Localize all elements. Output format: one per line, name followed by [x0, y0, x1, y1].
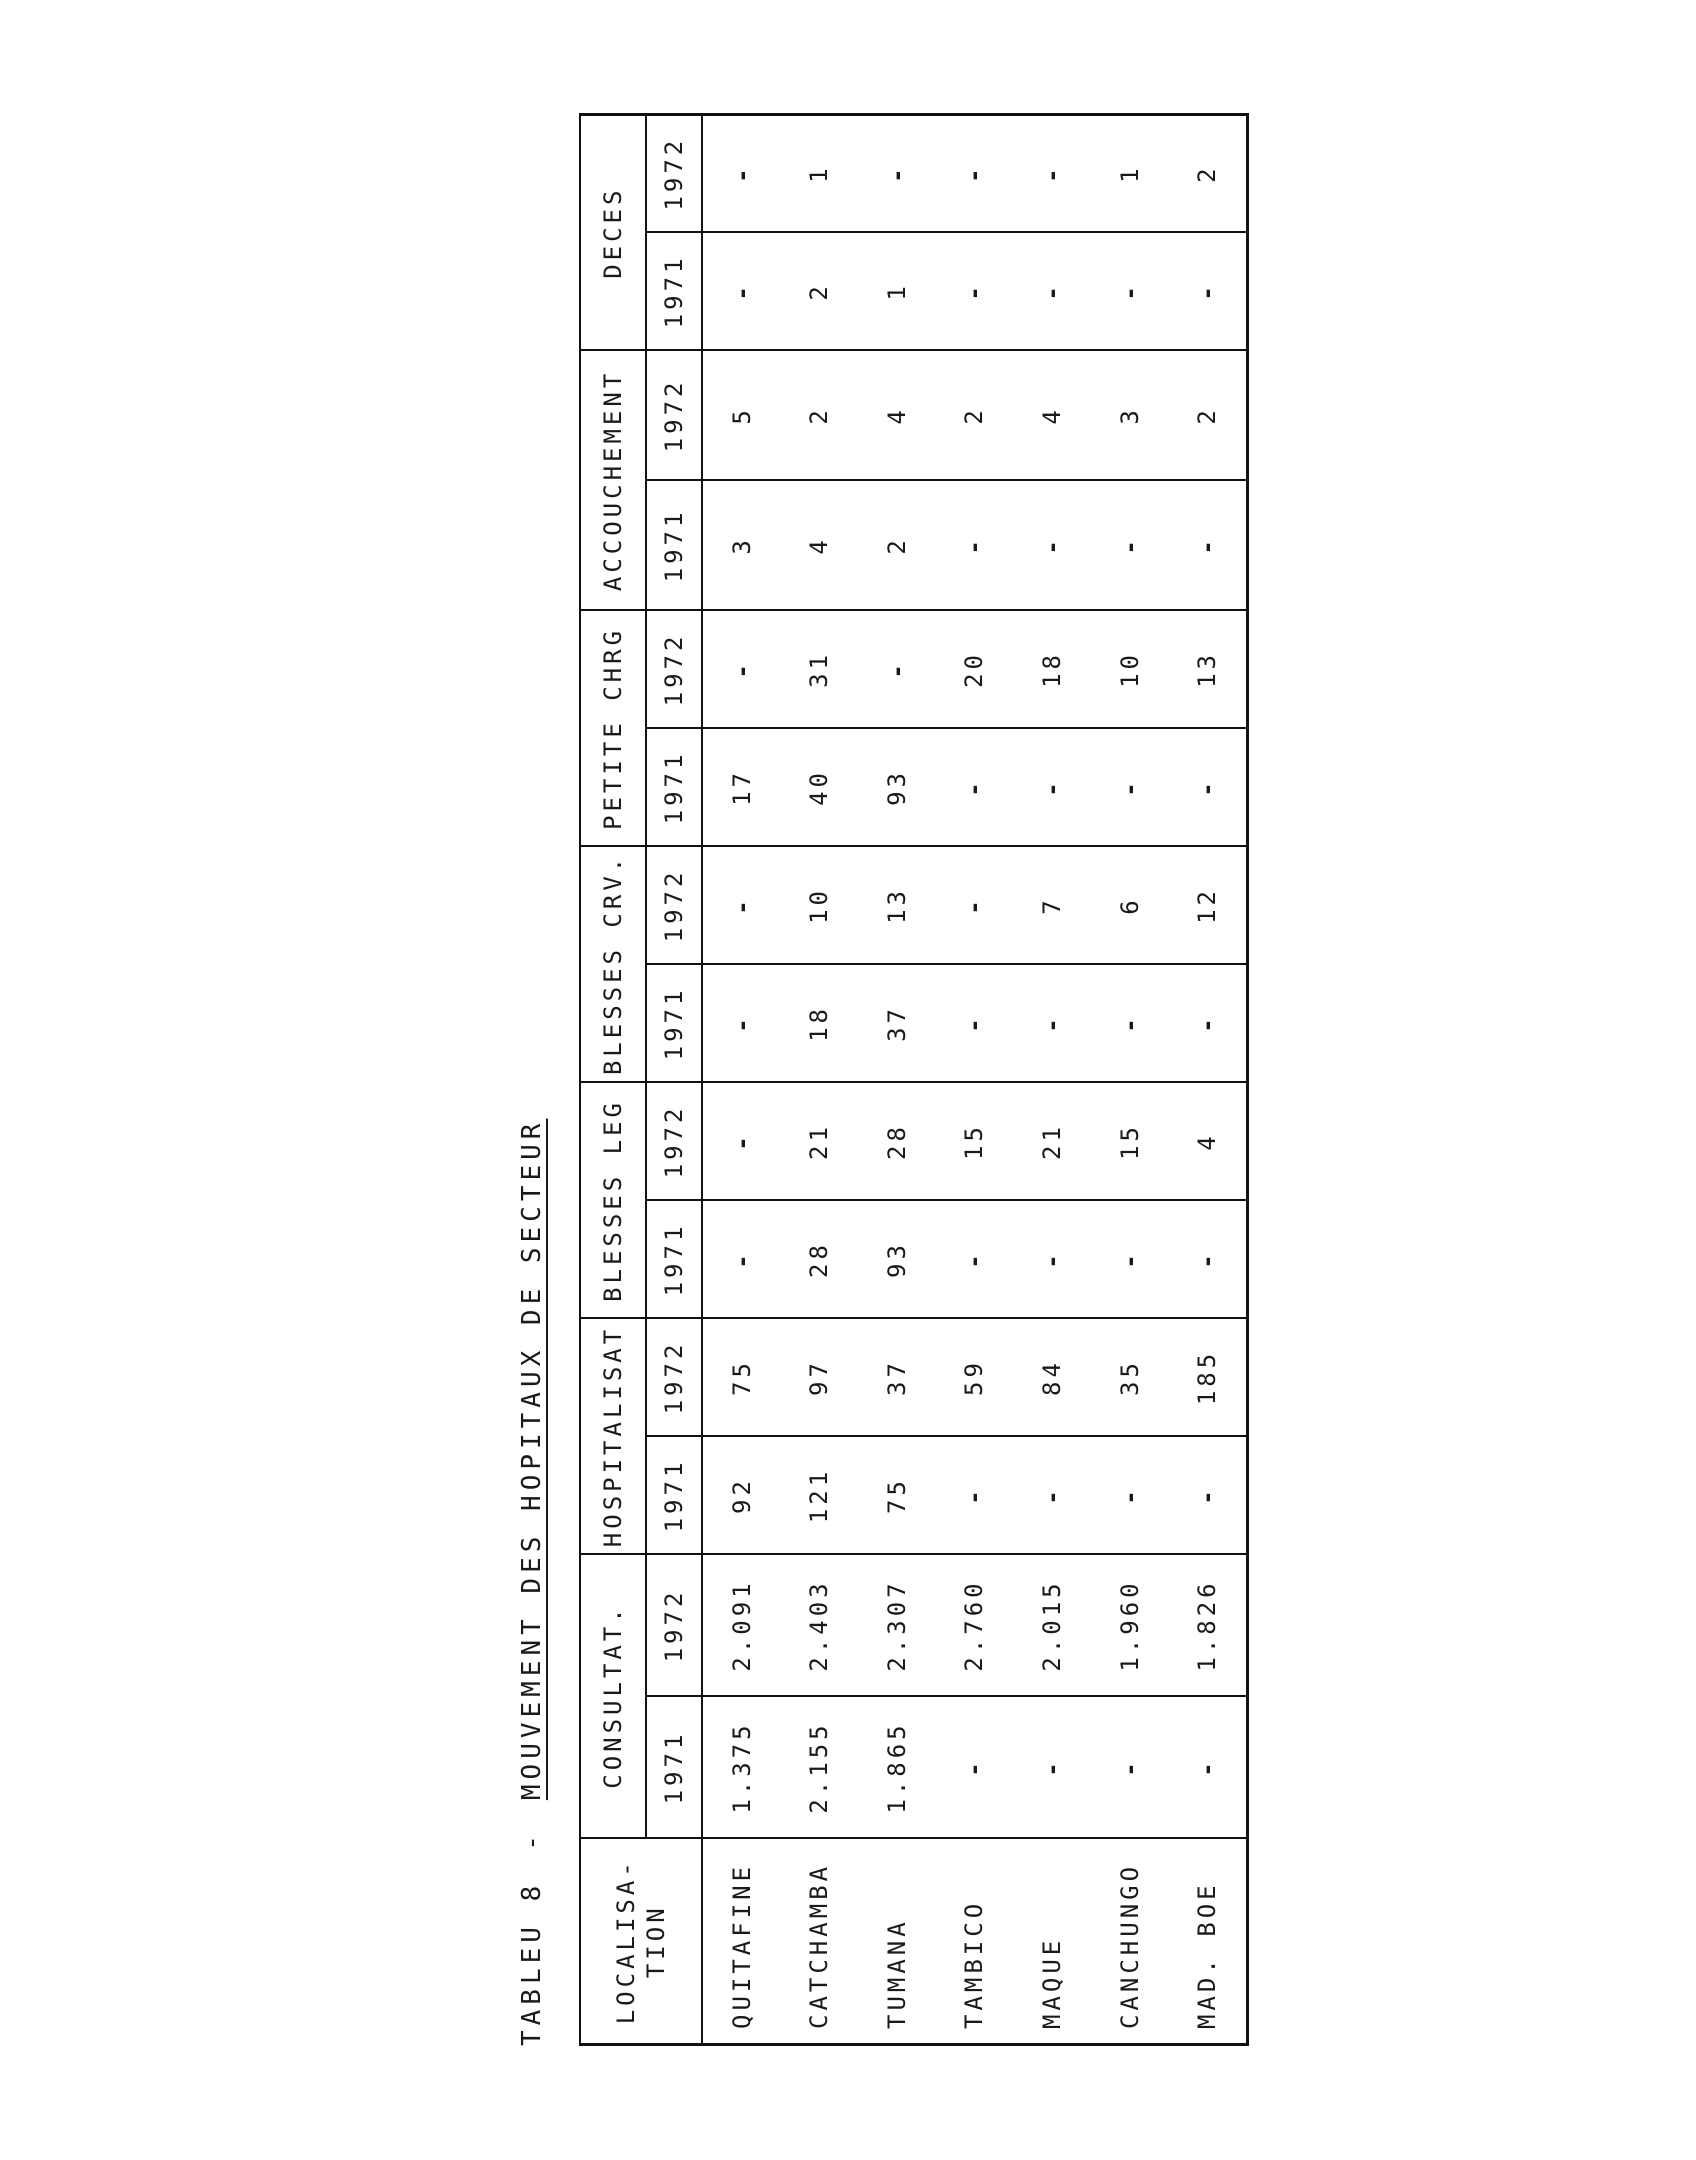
value-cell: -	[936, 480, 1014, 610]
table-body	[702, 114, 1248, 2044]
value-cell: 28	[858, 1082, 936, 1200]
location-name-cell: MAD. BOE	[1168, 1839, 1247, 2045]
value-cell: 2	[1168, 350, 1247, 480]
value-cell: -	[702, 232, 781, 350]
value-cell: -	[1013, 232, 1091, 350]
value-cell: -	[936, 964, 1014, 1082]
table-row	[702, 114, 781, 2044]
table-main-title: MOUVEMENT DES HOPITAUX DE SECTEUR	[517, 1118, 547, 1801]
group-header-petite-chirurgie: PETITE CHRG	[580, 610, 646, 846]
value-cell: -	[1013, 480, 1091, 610]
table-title	[507, 546, 557, 2046]
value-cell: 2.760	[936, 1555, 1014, 1697]
location-name-cell: QUITAFINE	[702, 1839, 781, 2045]
value-cell: 20	[936, 610, 1014, 728]
year-header: 1972	[646, 114, 702, 232]
value-cell: 21	[781, 1082, 859, 1200]
value-cell: -	[1013, 964, 1091, 1082]
value-cell: 10	[1091, 610, 1169, 728]
value-cell: -	[702, 114, 781, 232]
value-cell: 97	[781, 1318, 859, 1436]
value-cell: -	[702, 846, 781, 964]
value-cell: 17	[702, 728, 781, 846]
value-cell: 13	[858, 846, 936, 964]
value-cell: 93	[858, 728, 936, 846]
table-row	[1013, 114, 1091, 2044]
table-row	[781, 114, 859, 2044]
year-header: 1971	[646, 232, 702, 350]
table-row	[1091, 114, 1169, 2044]
value-cell: -	[1013, 1437, 1091, 1555]
value-cell: -	[702, 964, 781, 1082]
year-header: 1971	[646, 964, 702, 1082]
value-cell: 2	[1168, 114, 1247, 232]
value-cell: -	[936, 232, 1014, 350]
value-cell: 12	[1168, 846, 1247, 964]
value-cell: 84	[1013, 1318, 1091, 1436]
year-header: 1972	[646, 1082, 702, 1200]
value-cell: 40	[781, 728, 859, 846]
value-cell: 18	[781, 964, 859, 1082]
group-header-deces: DECES	[580, 114, 646, 350]
group-header-accouchement: ACCOUCHEMENT	[580, 350, 646, 610]
table-row	[858, 114, 936, 2044]
value-cell: 93	[858, 1200, 936, 1318]
table-number: TABLEU 8	[517, 1880, 547, 2046]
value-cell: 18	[1013, 610, 1091, 728]
year-header: 1971	[646, 480, 702, 610]
location-name-cell: CATCHAMBA	[781, 1839, 859, 2045]
year-header: 1972	[646, 846, 702, 964]
value-cell: 7	[1013, 846, 1091, 964]
value-cell: 2	[936, 350, 1014, 480]
value-cell: 121	[781, 1437, 859, 1555]
value-cell: -	[936, 114, 1014, 232]
rotated-page-content	[507, 76, 1252, 2046]
value-cell: 3	[702, 480, 781, 610]
value-cell: 1.826	[1168, 1555, 1247, 1697]
value-cell: 1.960	[1091, 1555, 1169, 1697]
group-header-hospitalisation: HOSPITALISAT	[580, 1318, 646, 1554]
value-cell: 4	[1168, 1082, 1247, 1200]
value-cell: -	[858, 114, 936, 232]
group-header-blesses-grv: BLESSES CRV.	[580, 846, 646, 1082]
value-cell: -	[1091, 964, 1169, 1082]
value-cell: -	[1091, 1200, 1169, 1318]
year-header: 1971	[646, 1200, 702, 1318]
year-header: 1972	[646, 1555, 702, 1697]
value-cell: -	[858, 610, 936, 728]
value-cell: 92	[702, 1437, 781, 1555]
value-cell: 10	[781, 846, 859, 964]
value-cell: 3	[1091, 350, 1169, 480]
value-cell: 37	[858, 1318, 936, 1436]
value-cell: -	[936, 1200, 1014, 1318]
value-cell: -	[1013, 1697, 1091, 1839]
value-cell: -	[1168, 1200, 1247, 1318]
title-separator: -	[517, 1830, 547, 1851]
value-cell: -	[936, 1697, 1014, 1839]
location-name-cell: TUMANA	[858, 1839, 936, 2045]
value-cell: -	[702, 1082, 781, 1200]
value-cell: 2.015	[1013, 1555, 1091, 1697]
value-cell: 28	[781, 1200, 859, 1318]
value-cell: -	[1168, 728, 1247, 846]
value-cell: 2	[781, 350, 859, 480]
location-header-line-2: TION	[642, 1904, 670, 1979]
location-header-line-1: LOCALISA-	[612, 1858, 640, 2025]
value-cell: -	[1091, 1437, 1169, 1555]
value-cell: 37	[858, 964, 936, 1082]
location-name-cell: CANCHUNGO	[1091, 1839, 1169, 2045]
value-cell: 35	[1091, 1318, 1169, 1436]
year-header: 1972	[646, 350, 702, 480]
value-cell: 2.091	[702, 1555, 781, 1697]
value-cell: 15	[1091, 1082, 1169, 1200]
value-cell: 2.307	[858, 1555, 936, 1697]
value-cell: 4	[1013, 350, 1091, 480]
value-cell: -	[1091, 728, 1169, 846]
group-header-row	[580, 114, 646, 2044]
value-cell: -	[936, 846, 1014, 964]
table-row	[1168, 114, 1247, 2044]
value-cell: -	[1168, 1697, 1247, 1839]
group-header-consultations: CONSULTAT.	[580, 1555, 646, 1839]
year-header-row	[646, 114, 702, 2044]
value-cell: 59	[936, 1318, 1014, 1436]
value-cell: 6	[1091, 846, 1169, 964]
value-cell: -	[1168, 1437, 1247, 1555]
value-cell: 2.403	[781, 1555, 859, 1697]
value-cell: -	[1168, 480, 1247, 610]
location-name-cell: MAQUE	[1013, 1839, 1091, 2045]
value-cell: -	[1168, 232, 1247, 350]
year-header: 1971	[646, 728, 702, 846]
value-cell: 1	[781, 114, 859, 232]
value-cell: -	[1013, 1200, 1091, 1318]
value-cell: 15	[936, 1082, 1014, 1200]
year-header: 1971	[646, 1697, 702, 1839]
value-cell: 2	[858, 480, 936, 610]
value-cell: -	[1013, 114, 1091, 232]
value-cell: 5	[702, 350, 781, 480]
value-cell: 185	[1168, 1318, 1247, 1436]
year-header: 1972	[646, 1318, 702, 1436]
value-cell: -	[1013, 728, 1091, 846]
value-cell: -	[702, 1200, 781, 1318]
value-cell: -	[936, 1437, 1014, 1555]
value-cell: 2.155	[781, 1697, 859, 1839]
year-header: 1971	[646, 1437, 702, 1555]
value-cell: 4	[858, 350, 936, 480]
value-cell: -	[1091, 1697, 1169, 1839]
value-cell: -	[1091, 480, 1169, 610]
value-cell: 75	[702, 1318, 781, 1436]
value-cell: 4	[781, 480, 859, 610]
value-cell: 13	[1168, 610, 1247, 728]
group-header-blesses-leg: BLESSES LEG	[580, 1082, 646, 1318]
value-cell: -	[936, 728, 1014, 846]
value-cell: -	[1091, 232, 1169, 350]
hospital-movement-table	[579, 113, 1249, 2046]
location-header	[580, 1839, 702, 2045]
value-cell: -	[702, 610, 781, 728]
value-cell: -	[1168, 964, 1247, 1082]
value-cell: 1	[1091, 114, 1169, 232]
value-cell: 1	[858, 232, 936, 350]
table-row	[936, 114, 1014, 2044]
value-cell: 1.865	[858, 1697, 936, 1839]
location-name-cell: TAMBICO	[936, 1839, 1014, 2045]
value-cell: 21	[1013, 1082, 1091, 1200]
value-cell: 31	[781, 610, 859, 728]
value-cell: 2	[781, 232, 859, 350]
year-header: 1972	[646, 610, 702, 728]
value-cell: 1.375	[702, 1697, 781, 1839]
value-cell: 75	[858, 1437, 936, 1555]
